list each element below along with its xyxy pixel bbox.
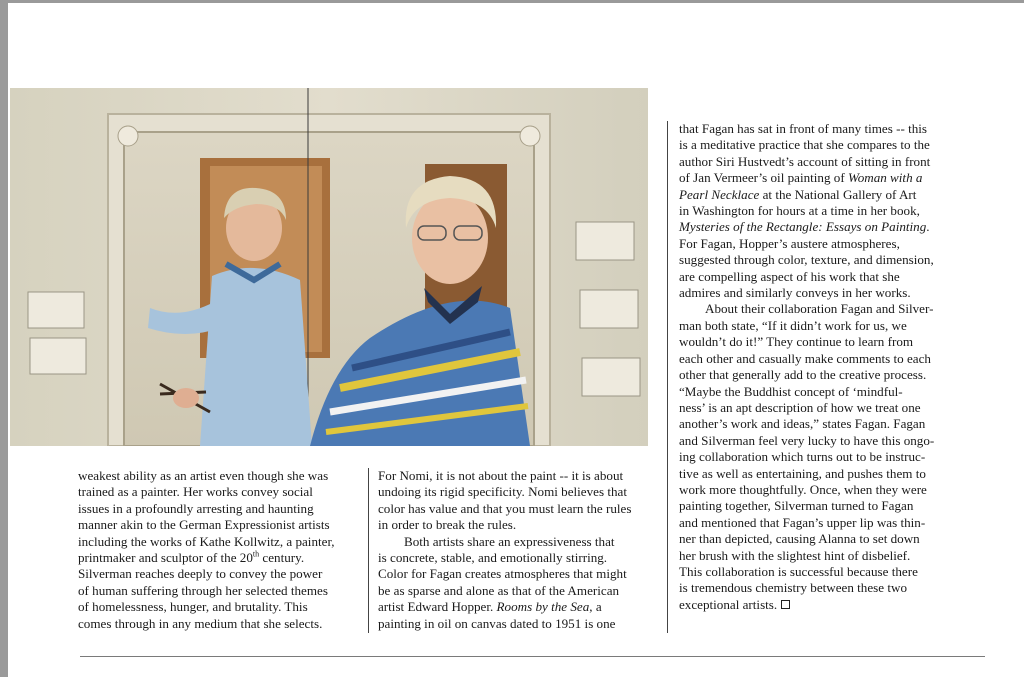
column3-line: wouldn’t do it!” They continue to learn from xyxy=(679,334,914,350)
artwork-title: Rooms by the Sea xyxy=(496,599,590,615)
column2-line: in order to break the rules. xyxy=(378,517,517,533)
column3-line: author Siri Hustvedt’s account of sitting in front xyxy=(679,153,931,169)
column3-line xyxy=(679,170,973,186)
column3-line: ner than depicted, causing Alanna to set down xyxy=(679,531,920,547)
viewer-left-border xyxy=(0,0,8,677)
end-of-article-mark xyxy=(781,600,790,609)
column2-line: For Nomi, it is not about the paint -- it is about xyxy=(378,468,624,483)
column3-line xyxy=(679,187,973,203)
column1-line: Silverman reaches deeply to convey the power xyxy=(78,566,323,582)
column2-text: , a xyxy=(589,599,602,615)
column3-line xyxy=(679,219,973,235)
column3-line: This collaboration is successful because there xyxy=(679,563,918,579)
column1-text: century. xyxy=(259,550,305,566)
column2-line: undoing its rigid specificity. Nomi believes that xyxy=(378,484,627,500)
column1-line: comes through in any medium that she selects. xyxy=(78,615,323,631)
column1-line: issues in a profoundly arresting and haunting xyxy=(78,500,314,516)
column1-line: including the works of Kathe Kollwitz, a painter, xyxy=(78,533,335,549)
column3-line: “Maybe the Buddhist concept of ‘mindful- xyxy=(679,383,903,399)
column3-line: her brush with the slightest hint of disbelief. xyxy=(679,547,911,563)
column3-text: of Jan Vermeer’s oil painting of xyxy=(679,170,848,186)
column3-line: ing collaboration which turns out to be instruc- xyxy=(679,449,926,465)
column3-line: For Fagan, Hopper’s austere atmospheres, xyxy=(679,235,900,251)
column1-line: of homelessness, hunger, and brutality. This xyxy=(78,599,308,615)
column3-line: and mentioned that Fagan’s upper lip was thin- xyxy=(679,514,926,530)
column3-line: and Silverman feel very lucky to have this ongo- xyxy=(679,432,935,448)
ordinal-superscript: th xyxy=(252,549,260,559)
column3-line: is tremendous chemistry between these two xyxy=(679,580,907,596)
article-column-1 xyxy=(78,468,362,632)
column1-text: printmaker and sculptor of the 20 xyxy=(78,550,253,566)
column3-line: is a meditative practice that she compares to the xyxy=(679,137,930,153)
column2-line: be as sparse and alone as that of the American xyxy=(378,582,620,598)
column1-line xyxy=(78,550,362,566)
column3-line: painting together, Silverman turned to Fagan xyxy=(679,498,914,514)
column2-line xyxy=(378,599,650,615)
column2-line: Color for Fagan creates atmospheres that might xyxy=(378,566,627,582)
column3-line: admires and similarly conveys in her works. xyxy=(679,285,911,301)
column2-text: artist Edward Hopper. xyxy=(378,599,497,615)
column3-line: are compelling aspect of his work that she xyxy=(679,268,900,284)
column2-line: Both artists share an expressiveness that xyxy=(404,533,615,549)
column3-line: About their collaboration Fagan and Silver- xyxy=(705,301,934,317)
column1-line: manner akin to the German Expressionist artists xyxy=(78,517,330,533)
article-column-2 xyxy=(378,468,650,632)
column1-line: weakest ability as an artist even though she was xyxy=(78,468,329,483)
column1-line: of human suffering through her selected themes xyxy=(78,582,328,598)
column2-line: painting in oil on canvas dated to 1951 is one xyxy=(378,615,616,631)
column3-text: at the National Gallery of Art xyxy=(759,186,917,202)
column3-line: other that generally add to the creative process. xyxy=(679,367,927,383)
column2-line: color has value and that you must learn the rules xyxy=(378,500,632,516)
column1-line: trained as a painter. Her works convey social xyxy=(78,484,313,500)
column2-line: is concrete, stable, and emotionally stirring. xyxy=(378,550,608,566)
footer-rule xyxy=(80,656,985,657)
column-divider xyxy=(368,468,369,633)
column3-line: suggested through color, texture, and dimension, xyxy=(679,252,934,268)
column3-line: tive as well as entertaining, and pushes them to xyxy=(679,465,926,481)
article-column-3 xyxy=(679,121,973,613)
column3-line xyxy=(679,597,973,613)
column3-text: exceptional artists. xyxy=(679,596,778,612)
column3-line: another’s work and ideas,” states Fagan. Fagan xyxy=(679,416,926,432)
column3-line: that Fagan has sat in front of many times -- this xyxy=(679,121,928,136)
column3-line: ness’ is an apt description of how we treat one xyxy=(679,399,921,415)
column3-line: work more thoughtfully. Once, when they were xyxy=(679,481,927,497)
column3-line: each other and casually make comments to each xyxy=(679,350,931,366)
book-title: Mysteries of the Rectangle: Essays on Painting xyxy=(679,219,927,235)
column3-text: . xyxy=(926,219,930,235)
artwork-title: Pearl Necklace xyxy=(679,186,760,202)
viewer-top-border xyxy=(0,0,1024,3)
column3-line: in Washington for hours at a time in her book, xyxy=(679,203,920,219)
painting-image xyxy=(10,88,648,446)
artwork-title: Woman with a xyxy=(847,170,923,186)
column-divider xyxy=(667,121,668,633)
column3-line: man both state, “If it didn’t work for us, we xyxy=(679,317,907,333)
